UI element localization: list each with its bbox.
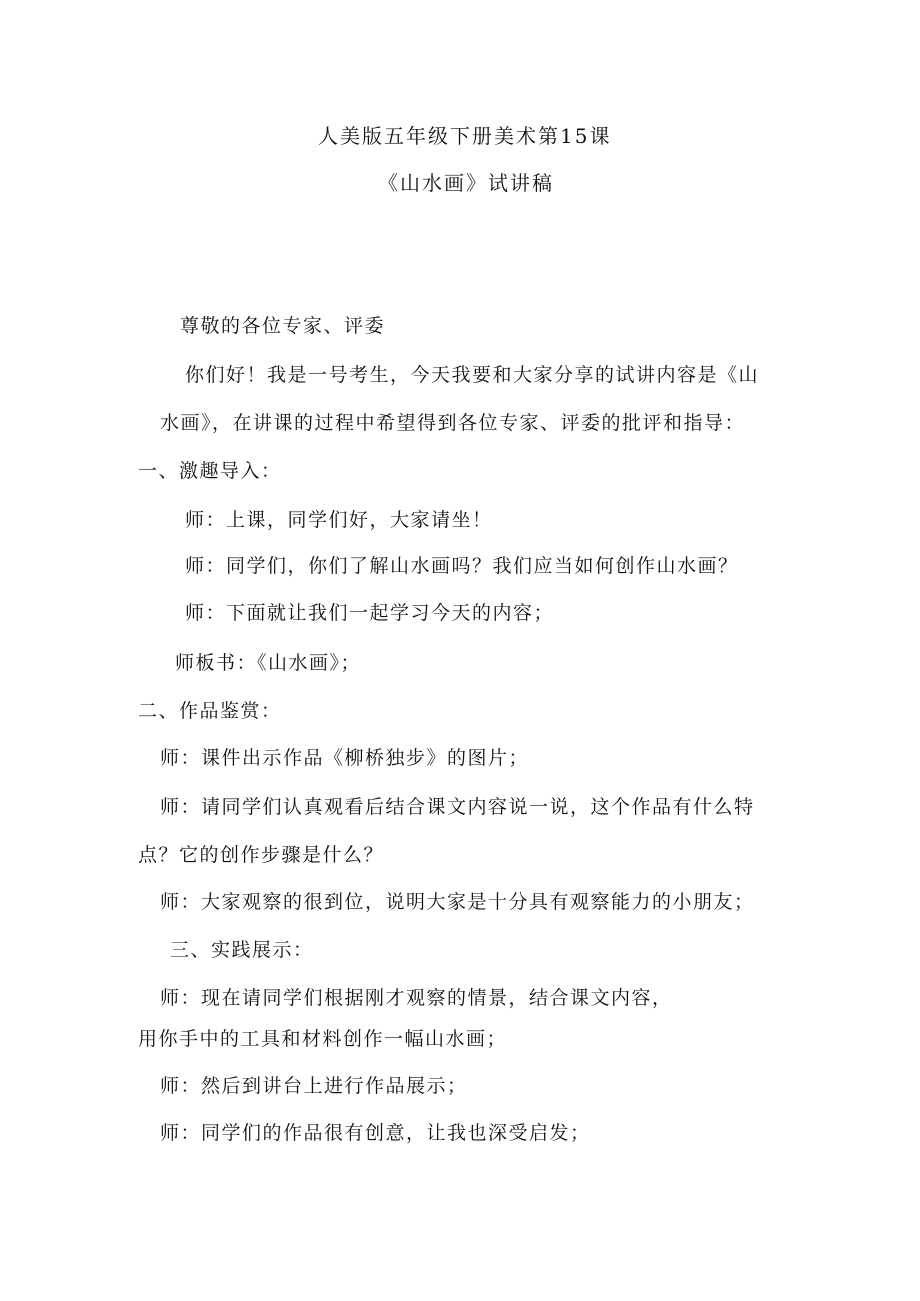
paragraph-line: 水画》，在讲课的过程中希望得到各位专家、评委的批评和指导： xyxy=(160,412,746,434)
paragraph-line: 师：现在请同学们根据刚才观察的情景，结合课文内容， xyxy=(160,987,673,1009)
paragraph-line: 你们好！我是一号考生，今天我要和大家分享的试讲内容是《山 xyxy=(185,364,760,386)
section-heading: 三、实践展示： xyxy=(170,939,314,961)
paragraph-line: 师板书：《山水画》； xyxy=(175,652,362,674)
document-title: 人美版五年级下册美术第15课 xyxy=(318,124,612,148)
paragraph-line: 师：大家观察的很到位，说明大家是十分具有观察能力的小朋友； xyxy=(160,891,755,913)
paragraph-line: 师：下面就让我们一起学习今天的内容； xyxy=(185,602,555,624)
paragraph-line: 师：同学们的作品很有创意，让我也深受启发； xyxy=(160,1122,591,1144)
salutation: 尊敬的各位专家、评委 xyxy=(180,315,386,337)
paragraph-line: 师：上课，同学们好，大家请坐！ xyxy=(185,509,493,531)
paragraph-line: 师：然后到讲台上进行作品展示； xyxy=(160,1075,468,1097)
paragraph-line: 师：同学们，你们了解山水画吗？我们应当如何创作山水画？ xyxy=(185,555,739,577)
section-heading: 一、激趣导入： xyxy=(138,460,282,482)
paragraph-line: 点？它的创作步骤是什么？ xyxy=(138,844,385,866)
paragraph-line: 师：课件出示作品《柳桥独步》的图片； xyxy=(160,747,530,769)
section-heading: 二、作品鉴赏： xyxy=(138,700,282,722)
paragraph-line: 师：请同学们认真观看后结合课文内容说一说，这个作品有什么特 xyxy=(160,796,755,818)
paragraph-line: 用你手中的工具和材料创作一幅山水画； xyxy=(138,1028,508,1050)
document-subtitle: 《山水画》试讲稿 xyxy=(378,171,554,195)
